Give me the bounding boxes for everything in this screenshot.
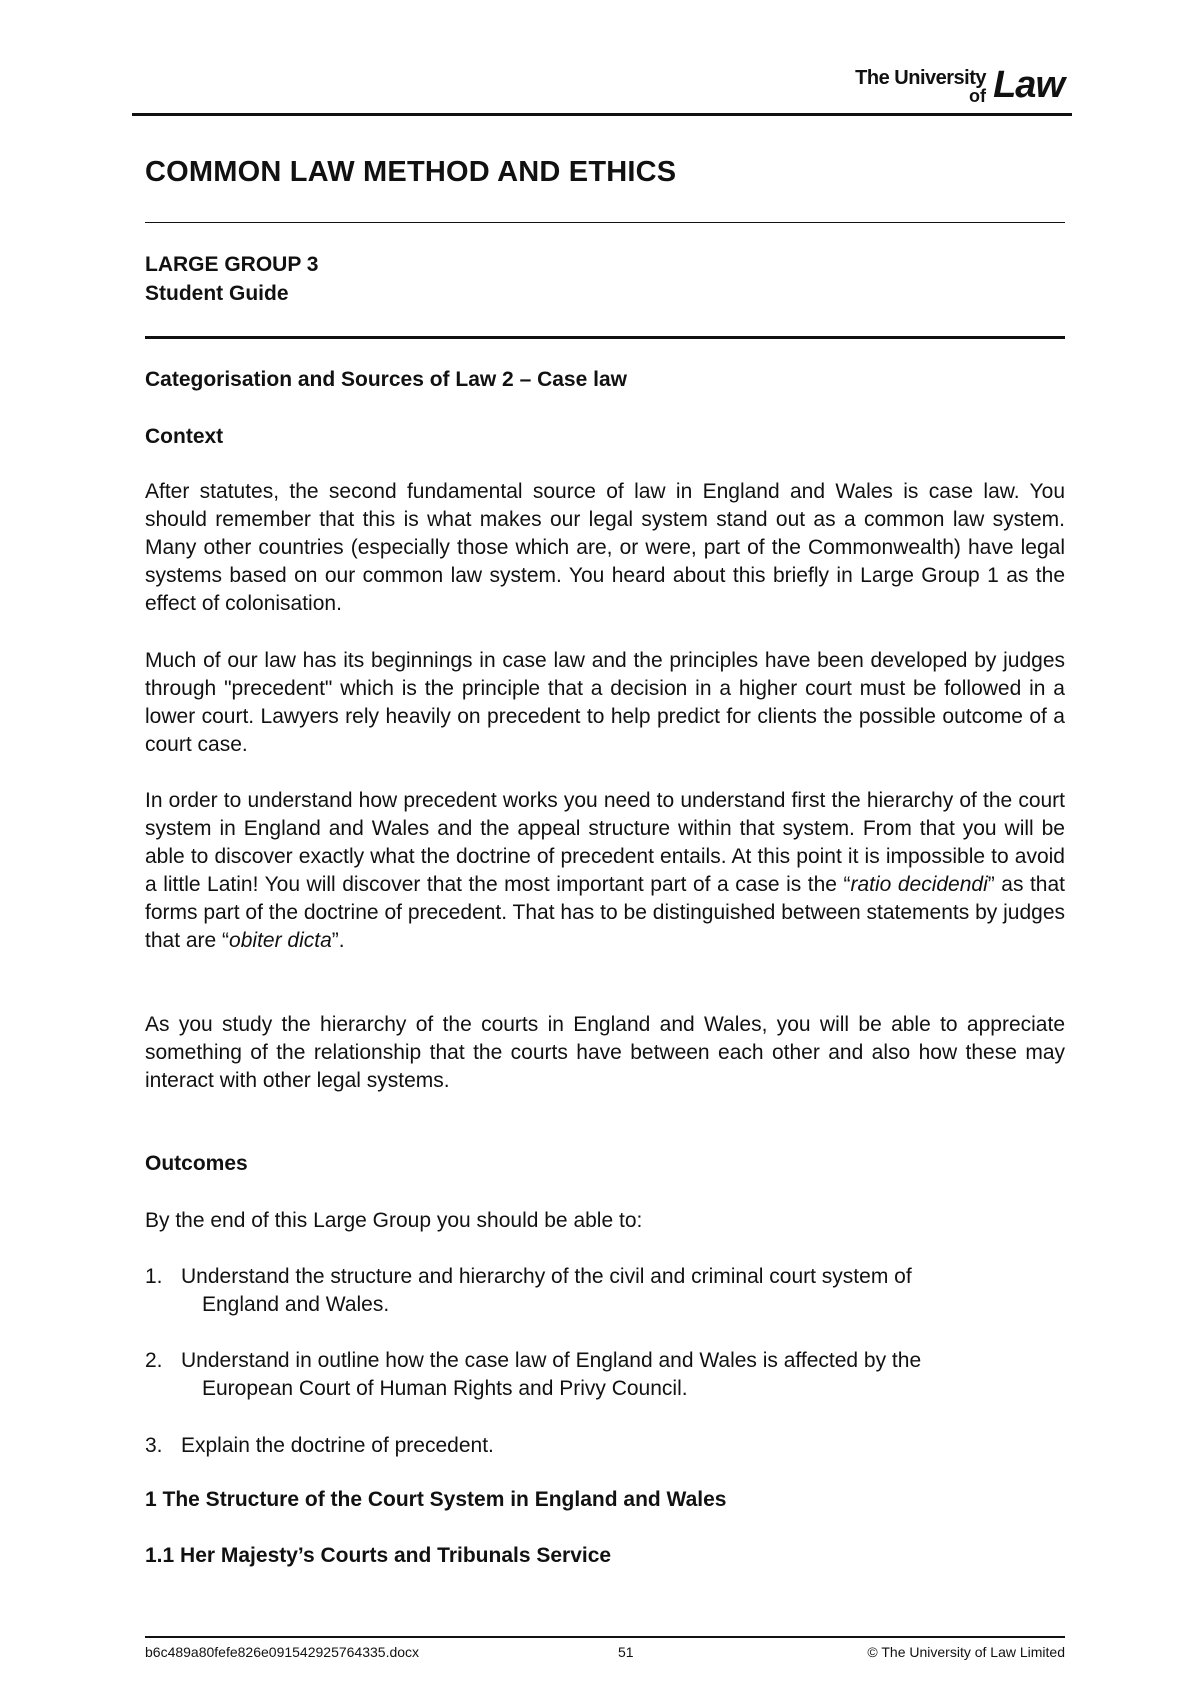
footer-page-number: 51 <box>618 1644 634 1660</box>
outcome-item <box>145 1432 1065 1460</box>
outcome-line2: European Court of Human Rights and Privy Council. <box>202 1377 688 1400</box>
p3-text-b: ” as that forms part of the doctrine of precedent. That has to be distinguished between statements by judges that are “ <box>145 873 1065 952</box>
logo-line3: Law <box>993 64 1064 106</box>
outcome-line2: England and Wales. <box>202 1293 390 1316</box>
outcomes-heading: Outcomes <box>145 1152 248 1175</box>
title-divider <box>145 222 1065 223</box>
university-logo <box>844 62 1064 110</box>
context-paragraph-4: As you study the hierarchy of the courts in England and Wales, you will be able to appreciate something of the relationship that the courts have between each other and also how these may interact with other legal systems. <box>145 1013 1065 1092</box>
session-divider <box>145 336 1065 339</box>
context-paragraph-1: After statutes, the second fundamental source of law in England and Wales is case law. You should remember that this is what makes our legal system stand out as a common law system. Many other countries (especially those which are, or were, part of the Commonwealth) have legal systems based on our common law system. You heard about this briefly in Large Group 1 as the effect of colonisation. <box>145 480 1065 615</box>
p3-text-a: In order to understand how precedent works you need to understand first the hierarchy of the court system in England and Wales and the appeal structure within that system. From that you will be able to discover exactly what the doctrine of precedent entails. At this point it is impossible to avoid a little Latin! You will discover that the most important part of a case is the “ <box>145 789 1065 896</box>
context-paragraph-2: Much of our law has its beginnings in case law and the principles have been developed by judges through "precedent" which is the principle that a decision in a higher court must be followed in a lower court. Lawyers rely heavily on precedent to help predict for clients the possible outcome of a court case. <box>145 649 1065 756</box>
context-paragraph-3 <box>145 787 1065 955</box>
outcome-item <box>145 1263 1065 1319</box>
outcome-item <box>145 1347 1065 1403</box>
outcome-line1: Understand the structure and hierarchy of the civil and criminal court system of <box>181 1265 912 1288</box>
footer-filename: b6c489a80fefe826e091542925764335.docx <box>145 1644 420 1660</box>
obiter-dicta: obiter dicta <box>229 929 332 952</box>
outcome-number: 1. <box>145 1265 163 1288</box>
footer-rule <box>145 1636 1065 1638</box>
section-1-heading: 1 The Structure of the Court System in England and Wales <box>145 1488 727 1511</box>
logo-line1: The University <box>855 67 986 89</box>
logo-line2: of <box>969 86 986 106</box>
outcome-line1: Understand in outline how the case law of England and Wales is affected by the <box>181 1349 922 1372</box>
outcome-number: 2. <box>145 1349 163 1372</box>
outcome-line1: Explain the doctrine of precedent. <box>181 1434 494 1457</box>
outcome-number: 3. <box>145 1434 163 1457</box>
session-guide: Student Guide <box>145 282 289 305</box>
topic-heading: Categorisation and Sources of Law 2 – Case law <box>145 368 627 391</box>
context-heading: Context <box>145 425 224 448</box>
footer-copyright: © The University of Law Limited <box>867 1644 1065 1660</box>
section-1-1-heading: 1.1 Her Majesty’s Courts and Tribunals Service <box>145 1544 612 1567</box>
p3-text-c: ”. <box>331 929 345 952</box>
header-rule <box>132 113 1072 116</box>
ratio-decidendi: ratio decidendi <box>850 873 988 896</box>
session-group: LARGE GROUP 3 <box>145 253 319 276</box>
outcomes-intro: By the end of this Large Group you should be able to: <box>145 1209 643 1232</box>
document-title: COMMON LAW METHOD AND ETHICS <box>145 156 677 188</box>
